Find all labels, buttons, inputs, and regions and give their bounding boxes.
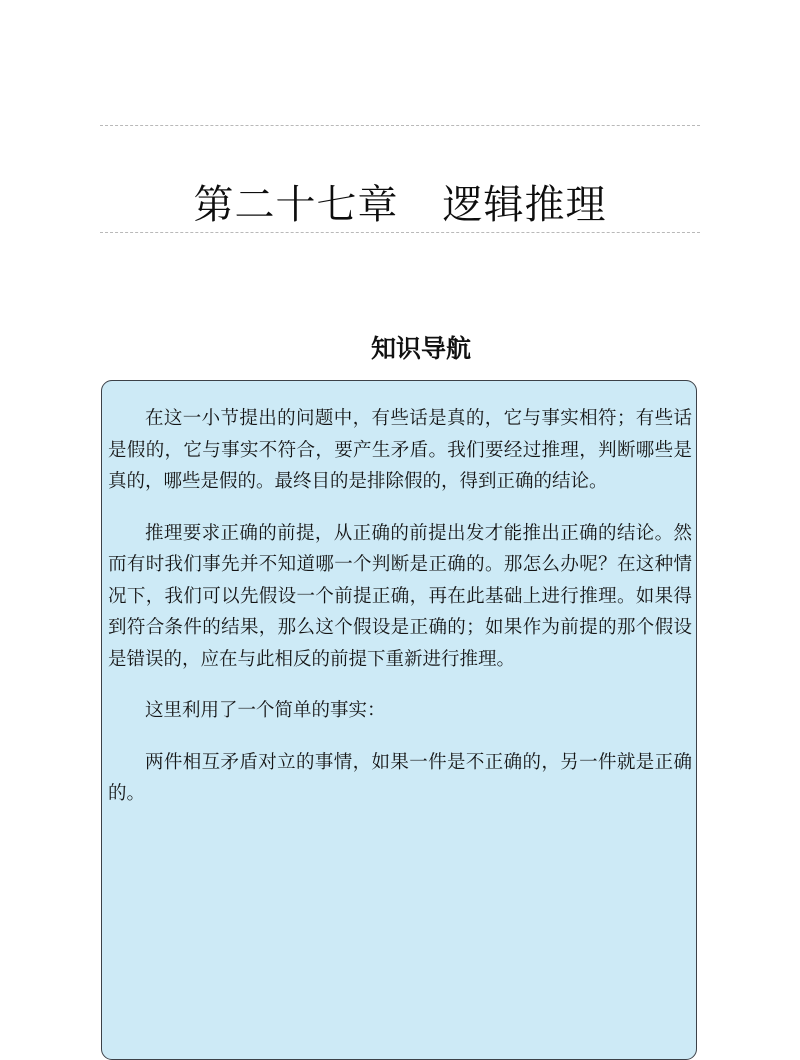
chapter-title [0,177,800,233]
paragraph-2: 推理要求正确的前提，从正确的前提出发才能推出正确的结论。然而有时我们事先并不知道哪一个判断是正确的。那怎么办呢？在这种情况下，我们可以先假设一个前提正确，再在此基础上进行推理。如果得到符合条件的结果，那么这个假设是正确的；如果作为前提的那个假设是错误的，应在与此相反的前提下重新进行推理。 [108,522,692,670]
chapter-number: 第二十七章 [193,181,399,228]
chapter-name: 逻辑推理 [442,181,607,228]
paragraph-3: 这里利用了一个简单的事实： [145,700,386,721]
paragraph-1: 在这一小节提出的问题中，有些话是真的，它与事实相符；有些话是假的，它与事实不符合，要产生矛盾。我们要经过推理，判断哪些是真的，哪些是假的。最终目的是排除假的，得到正确的结论。 [108,408,692,492]
paragraph-4: 两件相互矛盾对立的事情，如果一件是不正确的，另一件就是正确的。 [108,751,692,804]
top-dashed-rule [100,125,700,126]
section-title: 知识导航 [370,333,471,363]
bottom-dashed-rule [100,232,700,233]
knowledge-box [101,380,697,1060]
